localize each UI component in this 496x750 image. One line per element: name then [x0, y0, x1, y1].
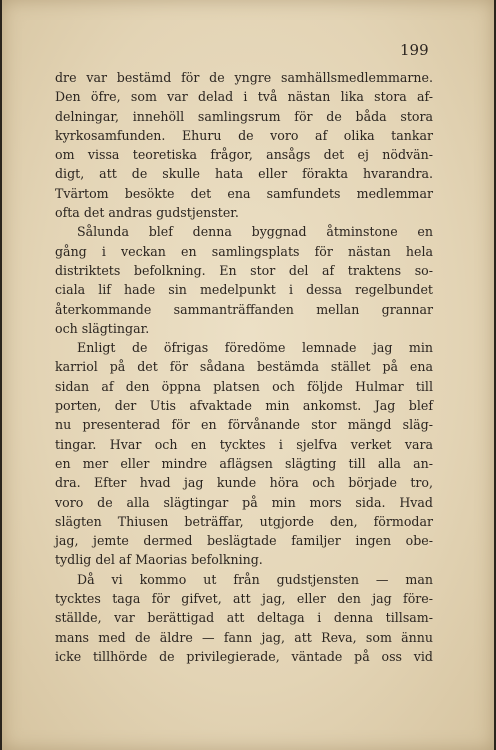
text-line: och slägtingar.: [55, 320, 150, 336]
text-line: mans med de äldre — fann jag, att Reva, som ännu: [55, 629, 433, 645]
text-line: jag, jemte dermed beslägtade familjer ingen obe-: [55, 533, 433, 549]
text-line: Då vi kommo ut från gudstjensten — man: [77, 571, 433, 587]
text-line: Den öfre, som var delad i två nästan lika stora af-: [55, 89, 433, 105]
text-line: icke tillhörde de privilegierade, väntade på oss vid: [55, 648, 433, 664]
text-line: distriktets befolkning. En stor del af traktens so-: [55, 262, 433, 278]
book-page: [2, 0, 494, 750]
page-number: 199: [400, 41, 429, 59]
text-line: digt, att de skulle hata eller förakta hvarandra.: [55, 166, 433, 182]
text-line: Tvärtom besökte det ena samfundets medlemmar: [55, 185, 433, 201]
text-line: tingar. Hvar och en tycktes i sjelfva verket vara: [55, 436, 433, 452]
text-line: återkommande sammanträffanden mellan grannar: [55, 301, 433, 317]
text-line: delningar, innehöll samlingsrum för de båda stora: [55, 108, 433, 124]
text-line: dra. Efter hvad jag kunde höra och började tro,: [55, 475, 433, 491]
text-line: ciala lif hade sin medelpunkt i dessa regelbundet: [55, 282, 433, 298]
text-line: tycktes taga för gifvet, att jag, eller den jag före-: [55, 591, 433, 607]
text-line: slägten Thiusen beträffar, utgjorde den, förmodar: [55, 513, 433, 529]
text-line: voro de alla slägtingar på min mors sida. Hvad: [55, 494, 433, 510]
text-line: porten, der Utis afvaktade min ankomst. Jag blef: [55, 398, 433, 414]
text-line: gång i veckan en samlingsplats för nästan hela: [55, 243, 433, 259]
text-line: dre var bestämd för de yngre samhällsmedlemmarne.: [55, 70, 433, 85]
text-line: karriol på det för sådana bestämda stället på ena: [55, 359, 433, 375]
text-line: sidan af den öppna platsen och följde Hulmar till: [55, 378, 433, 394]
text-line: tydlig del af Maorias befolkning.: [55, 552, 263, 568]
text-line: Sålunda blef denna byggnad åtminstone en: [77, 224, 433, 240]
text-line: en mer eller mindre aflägsen slägting till alla an-: [55, 455, 433, 471]
text-line: kyrkosamfunden. Ehuru de voro af olika tankar: [55, 127, 433, 143]
text-line: nu presenterad för en förvånande stor mängd släg-: [55, 417, 433, 433]
text-line: ofta det andras gudstjenster.: [55, 205, 239, 221]
text-line: om vissa teoretiska frågor, ansågs det ej nödvän-: [55, 147, 433, 163]
text-line: Enligt de öfrigas föredöme lemnade jag min: [77, 340, 433, 356]
text-line: ställde, var berättigad att deltaga i denna tillsam-: [55, 610, 433, 626]
page-text: [55, 68, 433, 666]
